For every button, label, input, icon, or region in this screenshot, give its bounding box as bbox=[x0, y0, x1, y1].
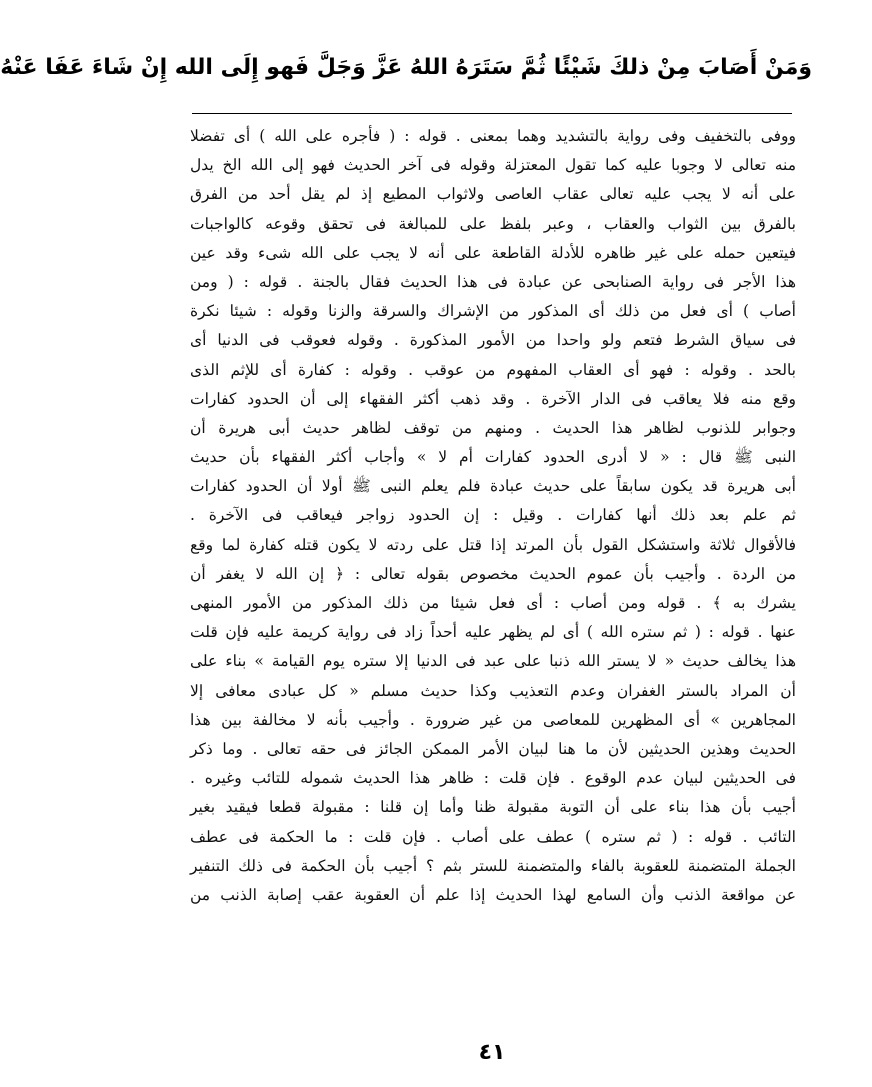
text-line: هذا الأجر فى رواية الصنابحى عن عبادة فى هذا الحديث فقال بالجنة . قوله : ( ومن bbox=[190, 272, 796, 291]
text-line: أن المراد بالستر الغفران وعدم التعذيب وكذا حديث مسلم « كل عبادى معافى إلا bbox=[190, 681, 796, 700]
text-line: الحديث وهذين الحديثين لأن ما هنا لبيان الأمر الممكن الجائز فى حقه تعالى . وما ذكر bbox=[190, 739, 796, 758]
text-line: فيتعين حمله على غير ظاهره للأدلة القاطعة على أنه لا يجب على الله شىء وقد عين bbox=[190, 243, 796, 262]
text-line: أصاب ) أى فعل من ذلك أى المذكور من الإشراك والسرقة والزنا وقوله : شيئا نكرة bbox=[190, 302, 796, 321]
text-line: ثم علم بعد ذلك أنها كفارات . وقيل : إن الحدود زواجر فيعاقب فى الآخرة . bbox=[190, 506, 796, 525]
text-line: فى سياق الشرط فتعم ولو واحدا من الأمور المذكورة . وقوله فعوقب فى الدنيا أى bbox=[190, 331, 796, 350]
header-divider bbox=[192, 113, 792, 114]
text-line: أبى هريرة قد يكون سابقاً على حديث عبادة فلم يعلم النبى ﷺ أولا أن الحدود كفارات bbox=[190, 477, 796, 496]
text-line: عن مواقعة الذنب وأن السامع لهذا الحديث إذا علم أن العقوبة عقب إصابة الذنب من bbox=[190, 885, 796, 904]
text-line: فالأقوال ثلاثة واستشكل القول بأن المرتد إذا قتل على ردته لا يكون قتله كفارة لما وقع bbox=[190, 535, 796, 554]
text-line: التائب . قوله : ( ثم ستره ) عطف على أصاب . فإن قلت : ما الحكمة فى عطف bbox=[190, 827, 796, 846]
page-number: ٤١ bbox=[478, 1040, 506, 1065]
text-line: عنها . قوله : ( ثم ستره الله ) أى لم يظهر عليه أحداً زاد فى رواية كريمة عليه فإن قلت bbox=[190, 623, 796, 642]
text-line: النبى ﷺ قال : « لا أدرى الحدود كفارات أم لا » وأجاب أكثر الفقهاء بأن حديث bbox=[190, 448, 796, 467]
text-line: المجاهرين » أى المظهرين للمعاصى من غير ضرورة . وأجيب بأنه لا مخالفة بين هذا bbox=[190, 710, 796, 729]
text-line: من الردة . وأجيب بأن عموم الحديث مخصوص بقوله تعالى : ﴿ إن الله لا يغفر أن bbox=[190, 564, 796, 583]
text-line: فى الحديثين لبيان عدم الوقوع . فإن قلت : ظاهر هذا الحديث شموله للتائب وغيره . bbox=[190, 769, 796, 788]
text-line: بالفرق بين الثواب والعقاب ، وعبر بلفظ على للمبالغة فى تحقق وقوعه كالواجبات bbox=[190, 214, 796, 233]
text-line: يشرك به ﴾ . قوله ومن أصاب : أى فعل شيئا من ذلك المذكور من الأمور المنهى bbox=[190, 594, 796, 612]
hadith-header: وَمَنْ أَصَابَ مِنْ ذلكَ شَيْئًا ثُمَّ سَتَرَهُ اللهُ عَزَّ وَجَلَّ فَهو إِلَى الله إِنْ شَاءَ عَفَا عَنْهُ bbox=[0, 55, 812, 80]
text-line: الجملة المتضمنة للعقوبة بالفاء والمتضمنة للستر بثم ؟ أجيب بأن الحكمة فى ذلك التنفير bbox=[190, 856, 796, 875]
text-line: أجيب بأن هذا بناء على أن التوبة مقبولة ظنا وأما إن قلنا : مقبولة قطعا فيقيد بغير bbox=[190, 798, 796, 817]
text-line: بالحد . وقوله : فهو أى العقاب المفهوم من عوقب . وقوله : كفارة أى للإثم الذى bbox=[190, 360, 796, 379]
text-line: وقع منه فلا يعاقب فى الدار الآخرة . وقد ذهب أكثر الفقهاء إلى أن الحدود كفارات bbox=[190, 389, 796, 408]
text-line: منه تعالى لا وجوبا عليه كما تقول المعتزلة وقوله فى آخر الحديث فهو إلى الله الخ يدل bbox=[190, 156, 796, 175]
text-line: على أنه لا يجب عليه تعالى عقاب العاصى ولاثواب المطيع إذ لم يقل أحد من الفرق bbox=[190, 185, 796, 204]
text-line: هذا يخالف حديث « لا يستر الله ذنبا على عبد فى الدنيا إلا ستره يوم القيامة » بناء على bbox=[190, 652, 796, 671]
commentary-body bbox=[190, 122, 796, 992]
text-line: وجوابر للذنوب لظاهر هذا الحديث . ومنهم من توقف لظاهر حديث أبى هريرة أن bbox=[190, 418, 796, 437]
text-line: ووفى بالتخفيف وفى رواية بالتشديد وهما بمعنى . قوله : ( فأجره على الله ) أى تفضلا bbox=[190, 127, 796, 145]
